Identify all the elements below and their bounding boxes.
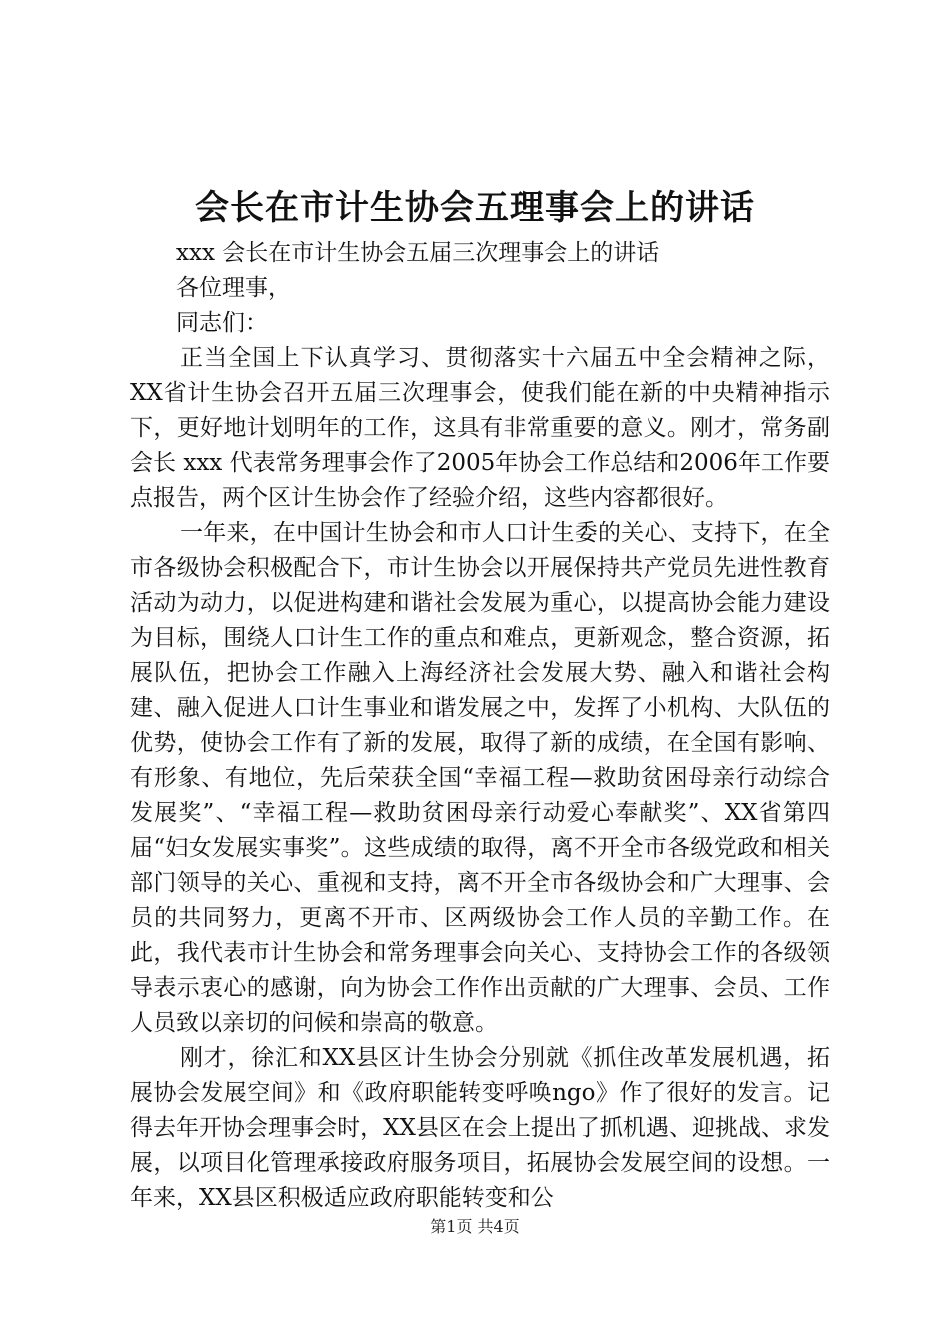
- body-paragraph: 刚才，徐汇和XX县区计生协会分别就《抓住改革发展机遇，拓展协会发展空间》和《政府职能转变呼唤ngo》作了很好的发言。记得去年开协会理事会时，XX县区在会上提出了抓机遇、迎挑战、求发展，以项目化管理承接政府服务项目，拓展协会发展空间的设想。一年来，XX县区积极适应政府职能转变和公: [130, 1045, 830, 1211]
- document-body: [130, 236, 830, 1216]
- salutation-line: 同志们：: [176, 310, 268, 336]
- page-footer: 第1页 共4页: [430, 1217, 520, 1236]
- page-title: 会长在市计生协会五理事会上的讲话: [195, 188, 755, 228]
- body-paragraph: 正当全国上下认真学习、贯彻落实十六届五中全会精神之际，XX省计生协会召开五届三次理事会，使我们能在新的中央精神指示下，更好地计划明年的工作，这具有非常重要的意义。刚才，常务副会长 xxx 代表常务理事会作了2005年协会工作总结和2006年工作要点报告，两个区计生协会作了经验介绍，这些内容都很好。: [130, 345, 830, 511]
- salutation-line: 各位理事，: [176, 275, 291, 301]
- body-paragraph: 一年来，在中国计生协会和市人口计生委的关心、支持下，在全市各级协会积极配合下，市计生协会以开展保持共产党员先进性教育活动为动力，以促进构建和谐社会发展为重心，以提高协会能力建设为目标，围绕人口计生工作的重点和难点，更新观念，整合资源，拓展队伍，把协会工作融入上海经济社会发展大势、融入和谐社会构建、融入促进人口计生事业和谐发展之中，发挥了小机构、大队伍的优势，使协会工作有了新的发展，取得了新的成绩，在全国有影响、有形象、有地位，先后荣获全国“幸福工程—救助贫困母亲行动综合发展奖”、“幸福工程—救助贫困母亲行动爱心奉献奖”、XX省第四届“妇女发展实事奖”。这些成绩的取得，离不开全市各级党政和相关部门领导的关心、重视和支持，离不开全市各级协会和广大理事、会员的共同努力，更离不开市、区两级协会工作人员的辛勤工作。在此，我代表市计生协会和常务理事会向关心、支持协会工作的各级领导表示衷心的感谢，向为协会工作作出贡献的广大理事、会员、工作人员致以亲切的问候和崇高的敬意。: [130, 520, 830, 1036]
- speech-subtitle: xxx 会长在市计生协会五届三次理事会上的讲话: [176, 240, 660, 266]
